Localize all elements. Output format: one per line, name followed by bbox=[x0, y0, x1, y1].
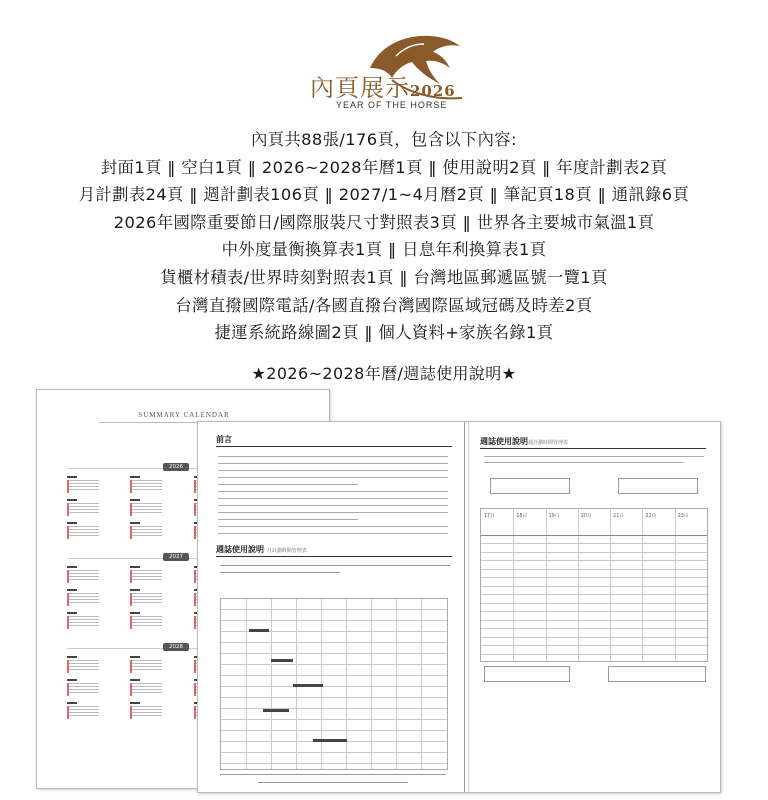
grid-line bbox=[481, 654, 707, 655]
mini-month bbox=[130, 702, 162, 720]
text-line bbox=[218, 526, 448, 527]
page-fold bbox=[468, 422, 469, 792]
mini-month bbox=[130, 522, 162, 540]
schedule-mark bbox=[249, 629, 269, 632]
text-line bbox=[258, 782, 408, 783]
weekly-guide-title: 週誌使用說明 月計劃時間管理表 bbox=[216, 545, 307, 554]
callout-box bbox=[618, 478, 698, 494]
mini-month bbox=[67, 702, 99, 720]
text-line bbox=[218, 491, 448, 492]
text-line bbox=[218, 505, 448, 506]
grid-line bbox=[221, 697, 447, 698]
grid-line bbox=[221, 719, 447, 720]
day-label: 17日 bbox=[484, 514, 495, 519]
text-line bbox=[218, 477, 448, 478]
week-plan-sample bbox=[480, 508, 708, 662]
callout-box bbox=[608, 666, 706, 682]
mini-month bbox=[67, 499, 99, 517]
text-line bbox=[218, 519, 358, 520]
grid-line bbox=[481, 645, 707, 646]
mini-month bbox=[67, 679, 99, 697]
day-label: 22日 bbox=[645, 514, 657, 519]
year-label: 2027 bbox=[163, 553, 189, 561]
grid-line bbox=[221, 686, 447, 687]
weekly-guide-title-right: 週誌使用說明週計劃時間管理表 bbox=[480, 437, 569, 446]
grid-line bbox=[481, 628, 707, 629]
text-line bbox=[218, 470, 448, 471]
year-label: 2026 bbox=[163, 463, 189, 471]
grid-line bbox=[481, 569, 707, 570]
grid-line bbox=[221, 653, 447, 654]
grid-line bbox=[481, 594, 707, 595]
header-line bbox=[481, 535, 707, 536]
section-heading: ★2026~2028年曆/週誌使用說明★ bbox=[251, 364, 517, 383]
grid-line bbox=[221, 730, 447, 731]
grid-column bbox=[421, 599, 422, 769]
divider bbox=[480, 448, 706, 449]
month-plan-sample bbox=[220, 598, 448, 770]
day-label: 21日 bbox=[613, 514, 625, 519]
mini-month bbox=[130, 499, 162, 517]
content-line: 封面1頁 ‖ 空白1頁 ‖ 2026~2028年曆1頁 ‖ 使用說明2頁 ‖ 年度計劃表2頁 bbox=[100, 157, 668, 177]
year-label: 2028 bbox=[163, 643, 189, 651]
grid-line bbox=[221, 620, 447, 621]
grid-line bbox=[481, 637, 707, 638]
mini-month bbox=[130, 476, 162, 494]
content-line: 月計劃表24頁 ‖ 週計劃表106頁 ‖ 2027/1~4月曆2頁 ‖ 筆記頁18頁 ‖ 通訊錄6頁 bbox=[78, 185, 690, 205]
grid-column bbox=[346, 599, 347, 769]
text-line bbox=[220, 565, 450, 566]
schedule-mark bbox=[263, 709, 289, 712]
callout-box bbox=[490, 478, 570, 494]
schedule-mark bbox=[313, 739, 347, 742]
page-fold bbox=[464, 422, 465, 792]
calendar-title: SUMMARY CALENDAR bbox=[99, 411, 269, 423]
text-line bbox=[484, 456, 704, 457]
mini-month bbox=[67, 589, 99, 607]
grid-line bbox=[221, 642, 447, 643]
content-line: 台灣直撥國際電話/各國直撥台灣國際區域冠碼及時差2頁 bbox=[175, 295, 593, 315]
grid-line bbox=[221, 609, 447, 610]
grid-line bbox=[481, 603, 707, 604]
content-line: 2026年國際重要節日/國際服裝尺寸對照表3頁 ‖ 世界各主要城市氣溫1頁 bbox=[113, 212, 655, 232]
text-line bbox=[218, 463, 448, 464]
text-line bbox=[218, 484, 358, 485]
text-line bbox=[220, 774, 446, 775]
day-label: 19日 bbox=[548, 514, 560, 519]
grid-line bbox=[221, 664, 447, 665]
grid-line bbox=[481, 620, 707, 621]
grid-line bbox=[481, 611, 707, 612]
diary-spread-preview bbox=[197, 421, 721, 793]
grid-line bbox=[221, 708, 447, 709]
content-line: 中外度量衡換算表1頁 ‖ 日息年利換算表1頁 bbox=[221, 240, 547, 260]
mini-month bbox=[130, 679, 162, 697]
grid-line bbox=[481, 543, 707, 544]
day-label: 18日 bbox=[516, 514, 528, 519]
text-line bbox=[220, 572, 340, 573]
schedule-mark bbox=[293, 684, 323, 687]
grid-column bbox=[396, 599, 397, 769]
grid-line bbox=[221, 752, 447, 753]
divider bbox=[216, 556, 452, 557]
text-line bbox=[218, 498, 448, 499]
logo-title: 內頁展示2026 bbox=[310, 74, 456, 102]
text-line bbox=[218, 456, 448, 457]
callout-box bbox=[484, 666, 570, 682]
text-line bbox=[218, 512, 448, 513]
mini-month bbox=[67, 522, 99, 540]
content-line: 貨櫃材積表/世界時刻對照表1頁 ‖ 台灣地區郵遞區號一覽1頁 bbox=[160, 267, 608, 287]
logo-subtitle: YEAR OF THE HORSE bbox=[336, 100, 448, 110]
grid-column bbox=[246, 599, 247, 769]
grid-line bbox=[221, 675, 447, 676]
content-line: 捷運系統路線圖2頁 ‖ 個人資料+家族名錄1頁 bbox=[214, 323, 554, 343]
mini-month bbox=[67, 476, 99, 494]
grid-line bbox=[481, 552, 707, 553]
mini-month bbox=[130, 656, 162, 674]
preface-title: 前言 bbox=[216, 435, 232, 444]
content-list bbox=[0, 126, 768, 347]
mini-month bbox=[67, 566, 99, 584]
mini-month bbox=[130, 566, 162, 584]
mini-month bbox=[67, 656, 99, 674]
mini-month bbox=[67, 612, 99, 630]
mini-month bbox=[130, 589, 162, 607]
grid-line bbox=[481, 577, 707, 578]
grid-column bbox=[271, 599, 272, 769]
grid-column bbox=[371, 599, 372, 769]
mini-month bbox=[130, 612, 162, 630]
text-line bbox=[484, 462, 684, 463]
schedule-mark bbox=[271, 659, 293, 662]
grid-line bbox=[481, 560, 707, 561]
grid-line bbox=[481, 586, 707, 587]
text-line bbox=[218, 533, 448, 534]
divider bbox=[216, 446, 452, 447]
content-line: 內頁共88張/176頁，包含以下內容: bbox=[251, 130, 517, 149]
day-label: 20日 bbox=[580, 514, 592, 519]
day-label: 23日 bbox=[677, 514, 689, 519]
grid-line bbox=[221, 763, 447, 764]
